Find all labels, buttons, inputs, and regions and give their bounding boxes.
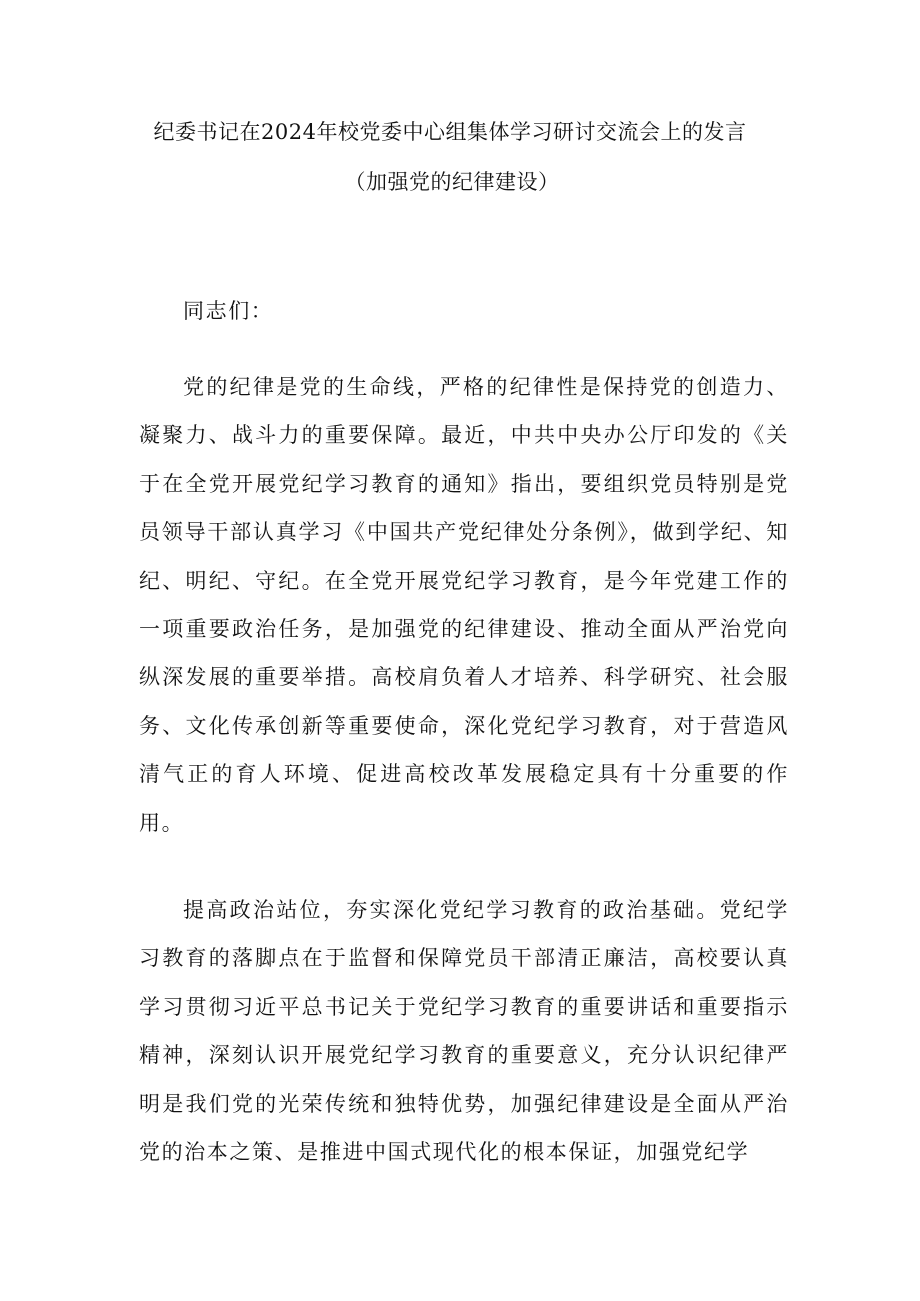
document-title: 纪委书记在2024年校党委中心组集体学习研讨交流会上的发言: [153, 120, 747, 144]
paragraph: 党的纪律是党的生命线，严格的纪律性是保持党的创造力、凝聚力、战斗力的重要保障。最近，中共中央办公厅印发的《关于在全党开展党纪学习教育的通知》指出，要组织党员特别是党员领导干部认真学习《中国共产党纪律处分条例》，做到学纪、知纪、明纪、守纪。在全党开展党纪学习教育，是今年党建工作的一项重要政治任务，是加强党的纪律建设、推动全面从严治党向纵深发展的重要举措。高校肩负着人才培养、科学研究、社会服务、文化传承创新等重要使命，深化党纪学习教育，对于营造风清气正的育人环境、促进高校改革发展稳定具有十分重要的作用。: [139, 375, 789, 835]
paragraph-2-block: [139, 886, 789, 1176]
salutation: 同志们：: [183, 299, 274, 323]
paragraph-1-block: [139, 363, 789, 847]
document-subtitle: （加强党的纪律建设）: [344, 170, 560, 194]
paragraph: 提高政治站位，夯实深化党纪学习教育的政治基础。党纪学习教育的落脚点在于监督和保障党员干部清正廉洁，高校要认真学习贯彻习近平总书记关于党纪学习教育的重要讲话和重要指示精神，深刻认识开展党纪学习教育的重要意义，充分认识纪律严明是我们党的光荣传统和独特优势，加强纪律建设是全面从严治党的治本之策、是推进中国式现代化的根本保证，加强党纪学: [139, 898, 789, 1165]
